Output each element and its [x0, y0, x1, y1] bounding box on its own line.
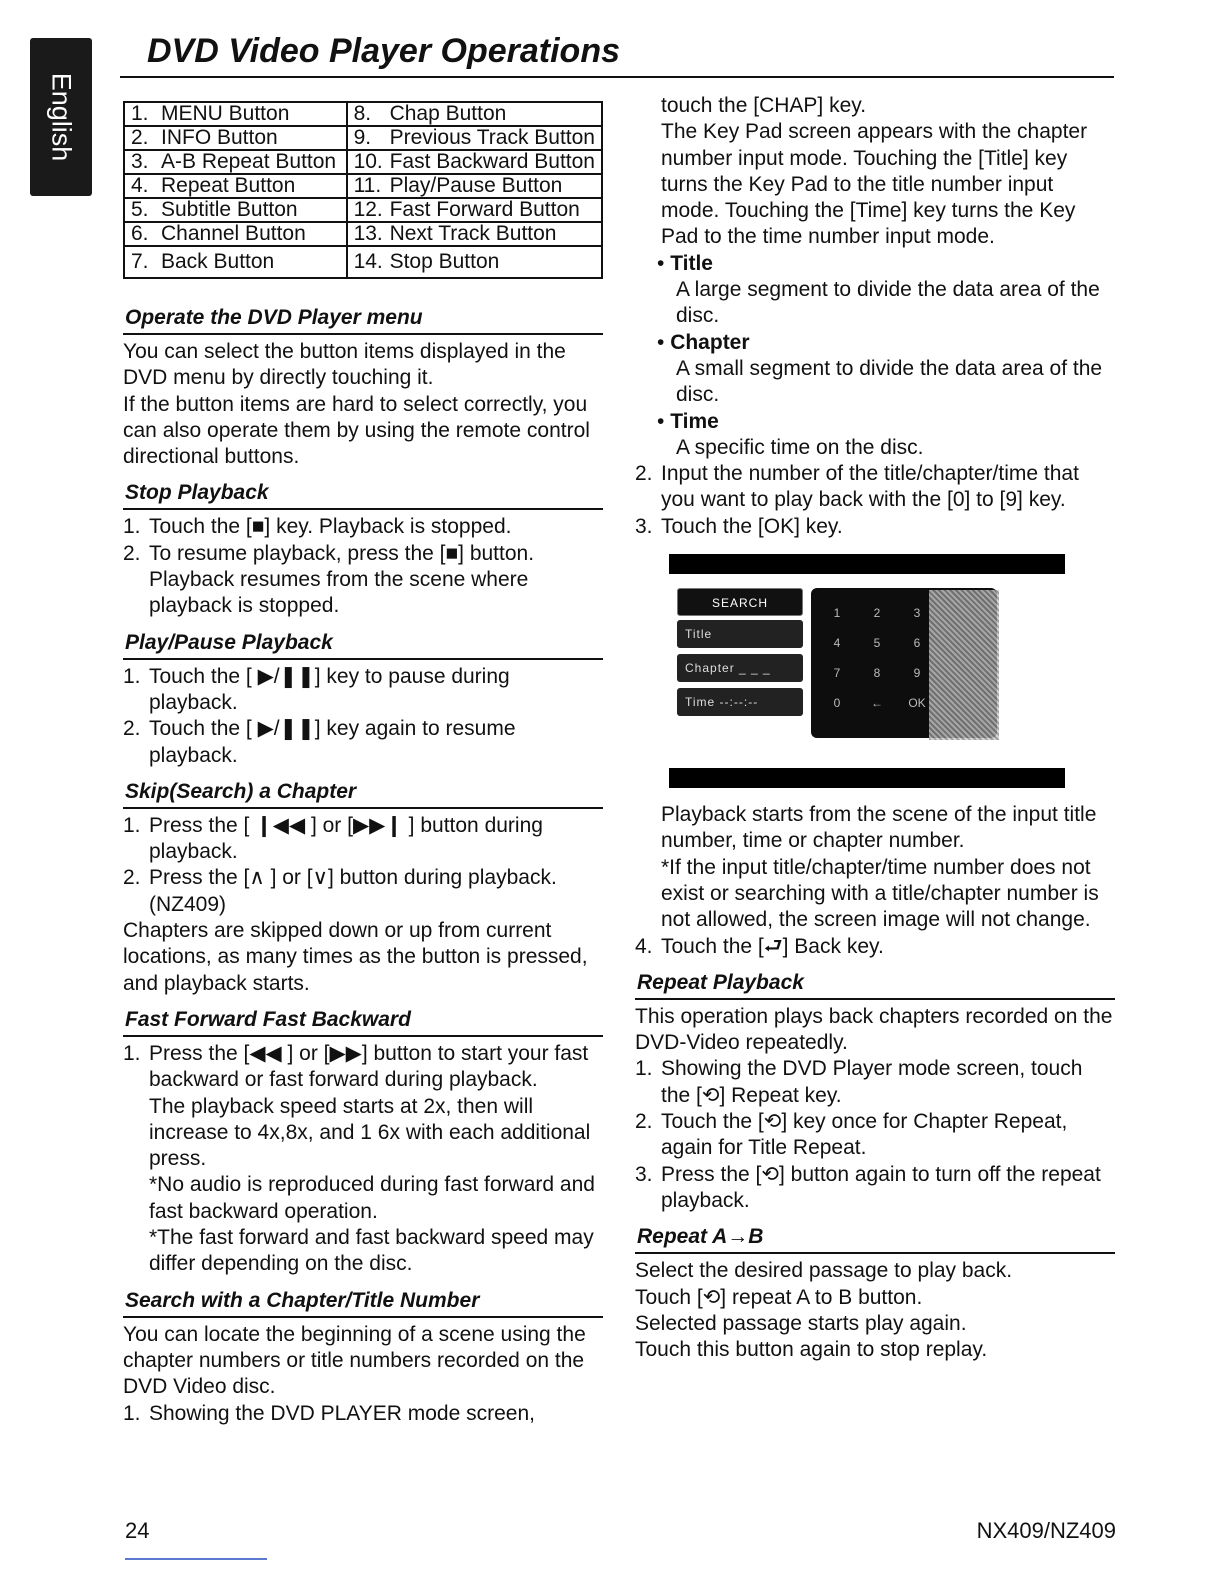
list-item: 2. Touch the [⟲] key once for Chapter Repeat, again for Title Repeat. [635, 1110, 1068, 1160]
key-6[interactable]: 6 [913, 636, 921, 651]
table-cell: 4. Repeat Button [124, 174, 347, 198]
right-column [635, 93, 1115, 1363]
paragraph: Chapters are skipped down or up from current locations, as many times as the button is pressed, and playback starts. [123, 919, 588, 995]
list-item: 2. Input the number of the title/chapter/time that you want to play back with the [0] to [9] key. [635, 462, 1079, 512]
paragraph: You can select the button items displayed in the DVD menu by directly touching it. [123, 340, 566, 390]
back-arrow-key[interactable]: ← [871, 696, 883, 711]
table-cell: 3. A-B Repeat Button [124, 150, 347, 174]
section-skip-chapter [123, 779, 603, 997]
left-column [123, 101, 603, 1427]
list-item: 1. Press the [ ❙◀◀ ] or [▶▶❙ ] button during playback. [123, 813, 543, 864]
table-row [124, 150, 602, 174]
section-stop-playback [123, 480, 603, 619]
screen-top-bar [669, 554, 1065, 574]
list-item: 1. Touch the [ ▶/❚❚] key to pause during playback. [123, 664, 510, 714]
list-item: 1. Showing the DVD PLAYER mode screen, [123, 1401, 535, 1425]
hand-photo [929, 590, 999, 740]
paragraph: This operation plays back chapters recorded on the DVD-Video repeatedly. [635, 1004, 1113, 1055]
paragraph: If the button items are hard to select correctly, you can also operate them by using the remote control directional buttons. [123, 392, 590, 469]
key-5[interactable]: 5 [873, 636, 881, 651]
note: *The fast forward and fast backward speed may differ depending on the disc. [149, 1226, 594, 1276]
paragraph: You can locate the beginning of a scene using the chapter numbers or title numbers recorded on the DVD Video disc. [123, 1322, 586, 1399]
title-rule [120, 76, 1114, 78]
time-button[interactable]: Time --:--:-- [677, 688, 803, 716]
section-heading: Operate the DVD Player menu [123, 305, 603, 335]
table-row [124, 102, 602, 126]
paragraph: Playback starts from the scene of the input title number, time or chapter number. [661, 803, 1097, 853]
table-cell: 1. MENU Button [124, 102, 347, 126]
key-0[interactable]: 0 [833, 696, 841, 711]
button-table [123, 101, 603, 279]
paragraph: Selected passage starts play again. [635, 1311, 967, 1335]
paragraph: The Key Pad screen appears with the chapter number input mode. Touching the [Title] key turns the Key Pad to the title number input mode. Touching the [Time] key turns the Key Pad to the time number input mode. [661, 120, 1088, 249]
paragraph: touch the [CHAP] key. [661, 94, 867, 117]
list-item: 3. Touch the [OK] key. [635, 514, 843, 538]
section-heading: Fast Forward Fast Backward [123, 1007, 603, 1037]
key-8[interactable]: 8 [873, 666, 881, 681]
table-row [124, 174, 602, 198]
table-row [124, 246, 602, 278]
section-heading: Repeat Playback [635, 970, 1115, 1000]
bullet-item: • Chapter [657, 330, 750, 354]
table-cell: 11. Play/Pause Button [347, 174, 602, 198]
title-button[interactable]: Title [677, 620, 803, 648]
section-heading: Repeat A→B [635, 1224, 1115, 1254]
paragraph: Touch [⟲] repeat A to B button. [635, 1285, 923, 1309]
language-tab [30, 38, 92, 196]
key-7[interactable]: 7 [833, 666, 841, 681]
list-item: 2. Touch the [ ▶/❚❚] key again to resume playback. [123, 717, 516, 767]
table-cell: 8. Chap Button [347, 102, 602, 126]
key-1[interactable]: 1 [833, 606, 841, 621]
section-operate-menu [123, 305, 603, 470]
search-button[interactable]: SEARCH [677, 588, 803, 616]
list-item: 1. Showing the DVD Player mode screen, touch the [⟲] Repeat key. [635, 1057, 1083, 1107]
list-item: 1. Touch the [■] key. Playback is stopped. [123, 515, 512, 539]
table-row [124, 198, 602, 222]
note: The playback speed starts at 2x, then will increase to 4x,8x, and 1 6x with each additional press. [149, 1094, 591, 1171]
note: *If the input title/chapter/time number does not exist or searching with a title/chapter number is not allowed, the screen image will not change. [661, 855, 1099, 932]
language-label: English [46, 72, 77, 162]
list-item: 3. Press the [⟲] button again to turn off the repeat playback. [635, 1162, 1101, 1212]
paragraph: Touch this button again to stop replay. [635, 1338, 988, 1362]
list-item: 2. Press the [∧ ] or [∨] button during playback. (NZ409) [123, 866, 557, 916]
model-number: NX409/NZ409 [976, 1518, 1116, 1543]
key-4[interactable]: 4 [833, 636, 841, 651]
table-cell: 12. Fast Forward Button [347, 198, 602, 222]
section-search-chapter-title [123, 1288, 603, 1427]
section-heading: Skip(Search) a Chapter [123, 779, 603, 809]
list-item: 4. Touch the [⮐] Back key. [635, 934, 884, 958]
table-cell: 2. INFO Button [124, 126, 347, 150]
table-cell: 10. Fast Backward Button [347, 150, 602, 174]
keypad-screenshot [669, 554, 1065, 792]
key-3[interactable]: 3 [913, 606, 921, 621]
table-row [124, 126, 602, 150]
key-2[interactable]: 2 [873, 606, 881, 621]
table-cell: 7. Back Button [124, 246, 347, 278]
bullet-desc: A small segment to divide the data area of the disc. [676, 356, 1103, 407]
section-fast-forward-backward [123, 1007, 603, 1278]
bullet-desc: A specific time on the disc. [676, 435, 924, 459]
bullet-desc: A large segment to divide the data area of the disc. [676, 278, 1100, 328]
key-9[interactable]: 9 [913, 666, 921, 681]
section-repeat-playback [635, 970, 1115, 1214]
bullet-item: • Time [657, 409, 719, 433]
section-heading: Search with a Chapter/Title Number [123, 1288, 603, 1318]
paragraph: Select the desired passage to play back. [635, 1259, 1013, 1283]
table-cell: 5. Subtitle Button [124, 198, 347, 222]
table-cell: 9. Previous Track Button [347, 126, 602, 150]
list-item: 1. Press the [◀◀ ] or [▶▶] button to start your fast backward or fast forward during playback. [123, 1041, 589, 1092]
table-cell: 14. Stop Button [347, 246, 602, 278]
bullet-item: • Title [657, 251, 713, 275]
table-cell: 13. Next Track Button [347, 222, 602, 246]
section-play-pause [123, 630, 603, 769]
page-number: 24 [125, 1518, 150, 1543]
ok-key[interactable]: OK [908, 696, 926, 711]
table-cell: 6. Channel Button [124, 222, 347, 246]
section-heading: Play/Pause Playback [123, 630, 603, 660]
section-repeat-ab [635, 1224, 1115, 1363]
screen-bottom-bar [669, 768, 1065, 788]
list-item: 2. To resume playback, press the [■] button. Playback resumes from the scene where playback is stopped. [123, 541, 535, 618]
table-row [124, 222, 602, 246]
footer-rule [125, 1558, 267, 1560]
note: *No audio is reproduced during fast forward and fast backward operation. [149, 1173, 595, 1223]
section-heading: Stop Playback [123, 480, 603, 510]
page-title: DVD Video Player Operations [147, 32, 620, 70]
chapter-button[interactable]: Chapter _ _ _ [677, 654, 803, 682]
